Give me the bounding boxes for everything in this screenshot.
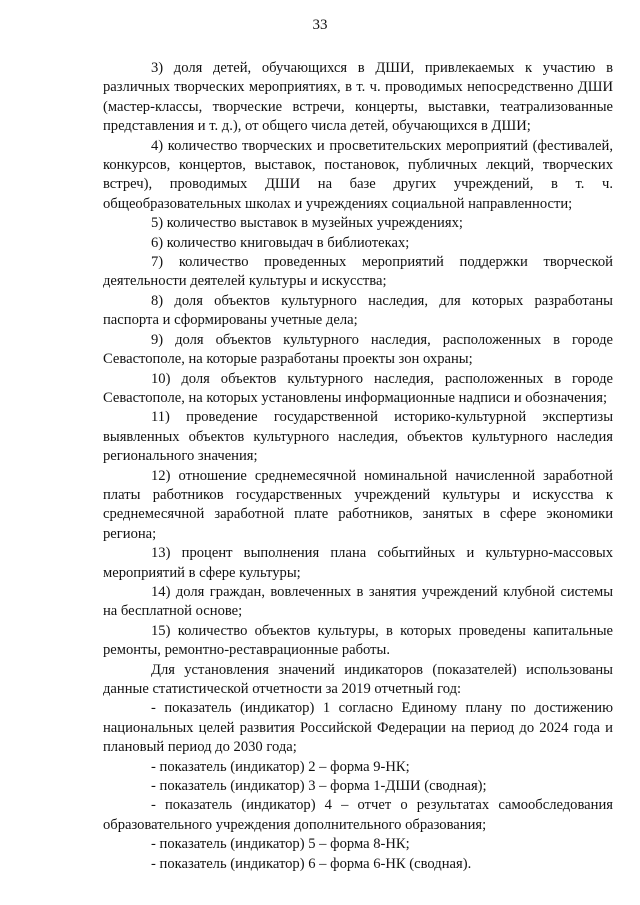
indicator-source-item: - показатель (индикатор) 6 – форма 6-НК (сводная). <box>151 855 472 872</box>
paragraph: Для установления значений индикаторов (показателей) использованы данные статистической отчетности за 2019 отчетный год: <box>103 661 613 697</box>
list-item: 6) количество книговыдач в библиотеках; <box>151 234 410 251</box>
indicator-source-item: - показатель (индикатор) 4 – отчет о результатах самообследования образовательного учреждения дополнительного образования; <box>103 797 613 833</box>
indicator-source-item: - показатель (индикатор) 3 – форма 1-ДШИ (сводная); <box>151 778 487 795</box>
list-item: 3) доля детей, обучающихся в ДШИ, привлекаемых к участию в различных творческих мероприятиях, в т. ч. проводимых непосредственно ДШИ (мастер-классы, творческие встречи, концерты, выставки, театрализованные представления и т. д.), от общего числа детей, обучающихся в ДШИ; <box>103 60 613 135</box>
indicator-source-item: - показатель (индикатор) 1 согласно Единому плану по достижению национальных целей развития Российской Федерации на период до 2024 года и плановый период до 2030 года; <box>103 700 613 756</box>
list-item: 5) количество выставок в музейных учреждениях; <box>151 215 463 232</box>
list-item: 8) доля объектов культурного наследия, для которых разработаны паспорта и сформированы учетные дела; <box>103 292 613 329</box>
list-item: 11) проведение государственной историко-культурной экспертизы выявленных объектов культурного наследия, объектов культурного наследия регионального значения; <box>103 409 613 465</box>
list-item: 10) доля объектов культурного наследия, расположенных в городе Севастополе, на которых установлены информационные надписи и обозначения; <box>103 370 613 406</box>
list-item: 9) доля объектов культурного наследия, расположенных в городе Севастополе, на которые разработаны проекты зон охраны; <box>103 331 613 368</box>
list-item: 4) количество творческих и просветительских мероприятий (фестивалей, конкурсов, концертов, выставок, постановок, публичных лекций, творческих встреч), проводимых ДШИ на базе других учреждений, в т. ч. общеобразовательных школах и учреждениях социальной направленности; <box>103 137 613 212</box>
indicator-source-item: - показатель (индикатор) 5 – форма 8-НК; <box>151 836 410 853</box>
list-item: 15) количество объектов культуры, в которых проведены капитальные ремонты, ремонтно-реставрационные работы. <box>103 622 613 659</box>
page-number: 33 <box>312 17 328 33</box>
list-item: 12) отношение среднемесячной номинальной начисленной заработной платы работников государственных учреждений культуры и искусства к среднемесячной заработной плате работников, занятых в сфере экономики региона; <box>103 467 613 542</box>
list-item: 13) процент выполнения плана событийных и культурно-массовых мероприятий в сфере культуры; <box>103 545 613 581</box>
list-item: 14) доля граждан, вовлеченных в занятия учреждений клубной системы на бесплатной основе; <box>103 583 613 620</box>
document-body <box>103 59 613 874</box>
indicator-source-item: - показатель (индикатор) 2 – форма 9-НК; <box>151 758 410 775</box>
list-item: 7) количество проведенных мероприятий поддержки творческой деятельности деятелей культуры и искусства; <box>103 254 613 290</box>
